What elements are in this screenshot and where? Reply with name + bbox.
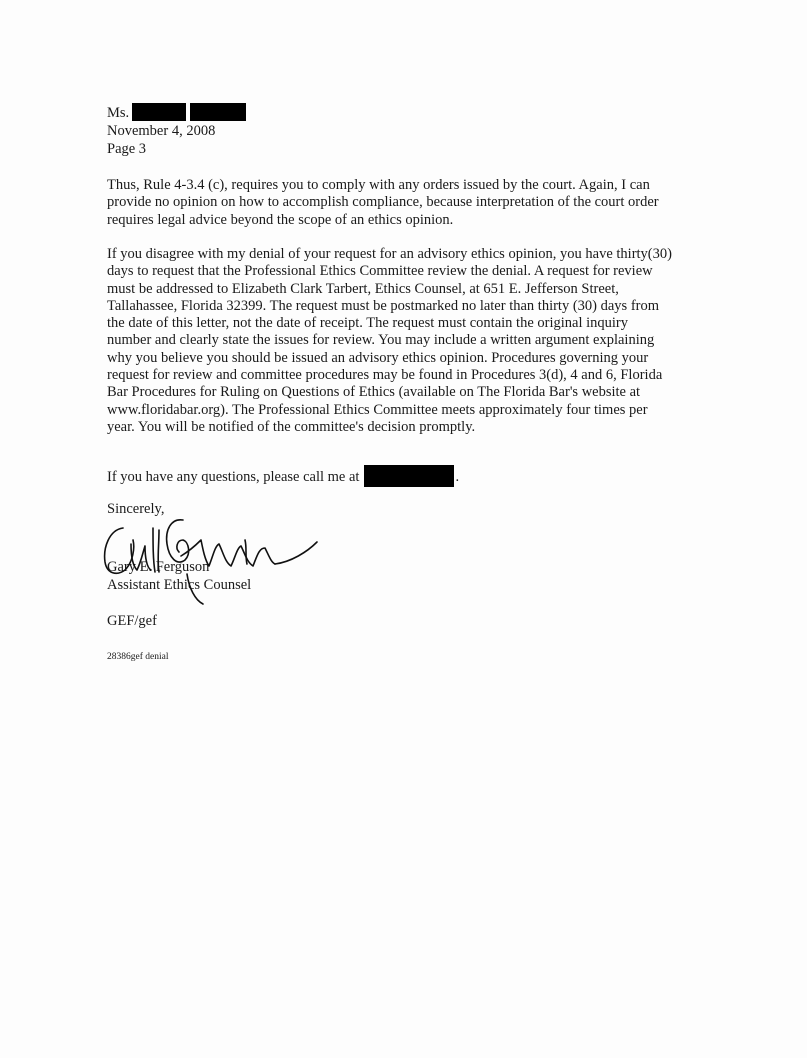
signer-title: Assistant Ethics Counsel <box>107 577 252 593</box>
typist-initials: GEF/gef <box>107 613 157 629</box>
recipient-line <box>107 103 246 122</box>
signer-name: Gary E. Ferguson <box>107 559 210 575</box>
paragraph-review-procedure <box>107 246 707 436</box>
text-line: If you disagree with my denial of your request for an advisory ethics opinion, you have thirty(30) <box>107 246 672 262</box>
text-line: year. You will be notified of the committee's decision promptly. <box>107 418 476 435</box>
text-line <box>107 465 707 487</box>
valediction: Sincerely, <box>107 501 165 517</box>
document-reference: 28386gef denial <box>107 652 169 662</box>
text-line: number and clearly state the issues for review. You may include a written argument explaining <box>107 332 655 349</box>
contact-text: If you have any questions, please call me at <box>107 469 360 485</box>
text-line: why you believe you should be issued an advisory ethics opinion. Procedures governing your <box>107 349 649 366</box>
text-line: the date of this letter, not the date of receipt. The request must contain the original inquiry <box>107 315 628 332</box>
text-line: Bar Procedures for Ruling on Questions of Ethics (available on The Florida Bar's website at <box>107 384 641 401</box>
page-number: Page 3 <box>107 141 147 157</box>
letter-date: November 4, 2008 <box>107 123 216 139</box>
redacted-first-name <box>132 103 186 121</box>
redacted-phone-number <box>364 465 454 487</box>
text-line: Thus, Rule 4-3.4 (c), requires you to comply with any orders issued by the court. Again, I can <box>107 177 650 193</box>
text-line: provide no opinion on how to accomplish compliance, because interpretation of the court order <box>107 194 659 211</box>
text-line: request for review and committee procedures may be found in Procedures 3(d), 4 and 6, Florida <box>107 367 663 384</box>
text-line: Tallahassee, Florida 32399. The request must be postmarked no later than thirty (30) days from <box>107 297 659 314</box>
paragraph-contact <box>107 465 707 487</box>
handwritten-signature <box>95 500 325 612</box>
contact-period: . <box>455 469 460 485</box>
text-line: must be addressed to Elizabeth Clark Tarbert, Ethics Counsel, at 651 E. Jefferson Street, <box>107 280 619 297</box>
salutation: Ms. <box>107 105 130 121</box>
text-line: days to request that the Professional Ethics Committee review the denial. A request for review <box>107 263 653 280</box>
text-line: www.floridabar.org). The Professional Ethics Committee meets approximately four times per <box>107 401 648 418</box>
text-line: requires legal advice beyond the scope of an ethics opinion. <box>107 211 454 228</box>
paragraph-compliance <box>107 177 707 229</box>
letter-header <box>107 103 246 158</box>
redacted-last-name <box>190 103 246 121</box>
